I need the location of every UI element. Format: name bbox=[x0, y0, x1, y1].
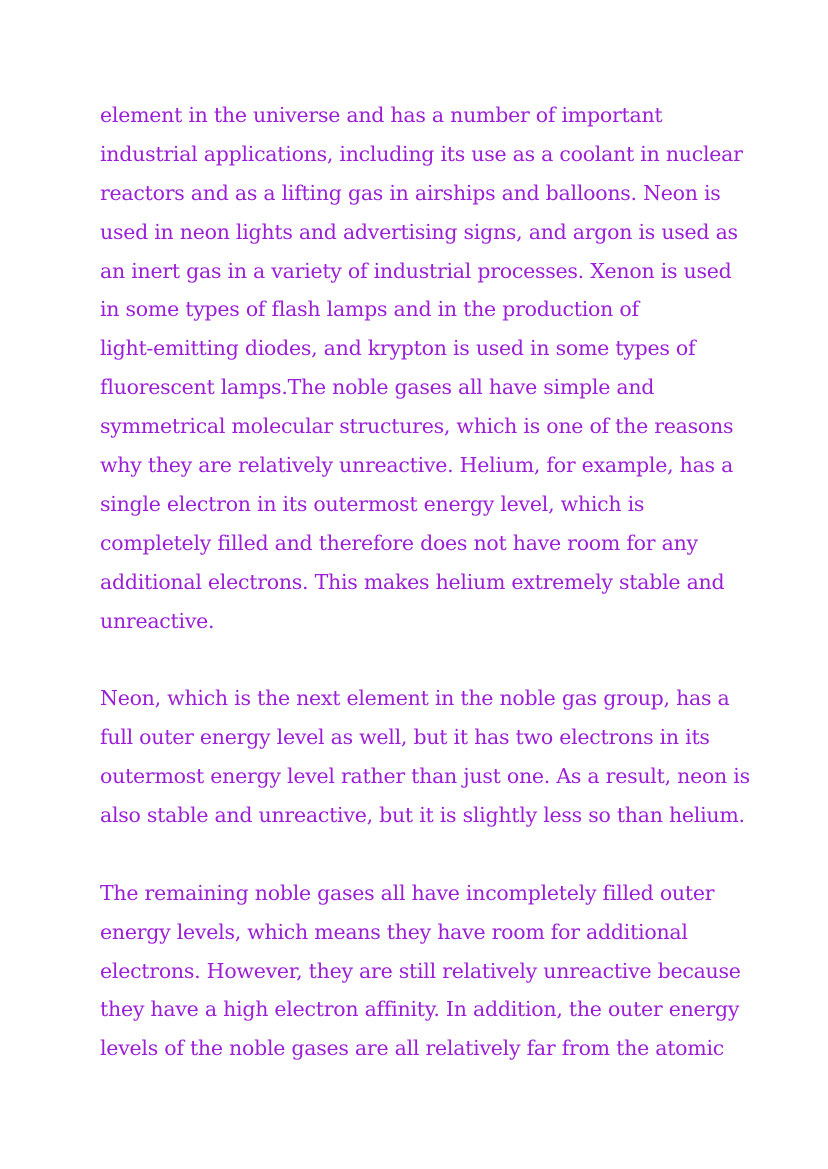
text-line: why they are relatively unreactive. Helium, for example, has a bbox=[100, 453, 734, 478]
text-line: unreactive. bbox=[100, 608, 215, 633]
text-line: Neon, which is the next element in the noble gas group, has a bbox=[100, 686, 730, 711]
text-line: light-emitting diodes, and krypton is used in some types of bbox=[100, 336, 696, 361]
text-line: single electron in its outermost energy level, which is bbox=[100, 491, 645, 516]
text-line: also stable and unreactive, but it is slightly less so than helium. bbox=[100, 803, 745, 828]
text-line: industrial applications, including its use as a coolant in nuclear bbox=[100, 141, 743, 166]
text-line: used in neon lights and advertising signs, and argon is used as bbox=[100, 219, 738, 244]
text-line: energy levels, which means they have room for additional bbox=[100, 919, 688, 944]
paragraph-2 bbox=[100, 679, 750, 835]
text-line: electrons. However, they are still relatively unreactive because bbox=[100, 958, 741, 983]
text-line: reactors and as a lifting gas in airships and balloons. Neon is bbox=[100, 180, 721, 205]
text-line: levels of the noble gases are all relatively far from the atomic bbox=[100, 1036, 725, 1061]
text-line: The remaining noble gases all have incompletely filled outer bbox=[100, 880, 715, 905]
text-line: an inert gas in a variety of industrial processes. Xenon is used bbox=[100, 258, 732, 283]
text-line: symmetrical molecular structures, which is one of the reasons bbox=[100, 414, 734, 439]
text-line: outermost energy level rather than just one. As a result, neon is bbox=[100, 764, 750, 789]
text-line: element in the universe and has a number of important bbox=[100, 103, 663, 127]
paragraph-1 bbox=[100, 96, 743, 640]
paragraph-gap bbox=[100, 640, 740, 679]
text-line: they have a high electron affinity. In addition, the outer energy bbox=[100, 997, 740, 1022]
text-line: in some types of flash lamps and in the production of bbox=[100, 297, 639, 322]
text-line: additional electrons. This makes helium extremely stable and bbox=[100, 569, 725, 594]
paragraph-3 bbox=[100, 874, 740, 1068]
text-line: completely filled and therefore does not have room for any bbox=[100, 530, 698, 555]
text-line: fluorescent lamps.The noble gases all have simple and bbox=[100, 375, 655, 400]
body-text bbox=[100, 96, 750, 1068]
text-line: full outer energy level as well, but it has two electrons in its bbox=[100, 725, 710, 750]
paragraph-gap bbox=[100, 835, 740, 874]
